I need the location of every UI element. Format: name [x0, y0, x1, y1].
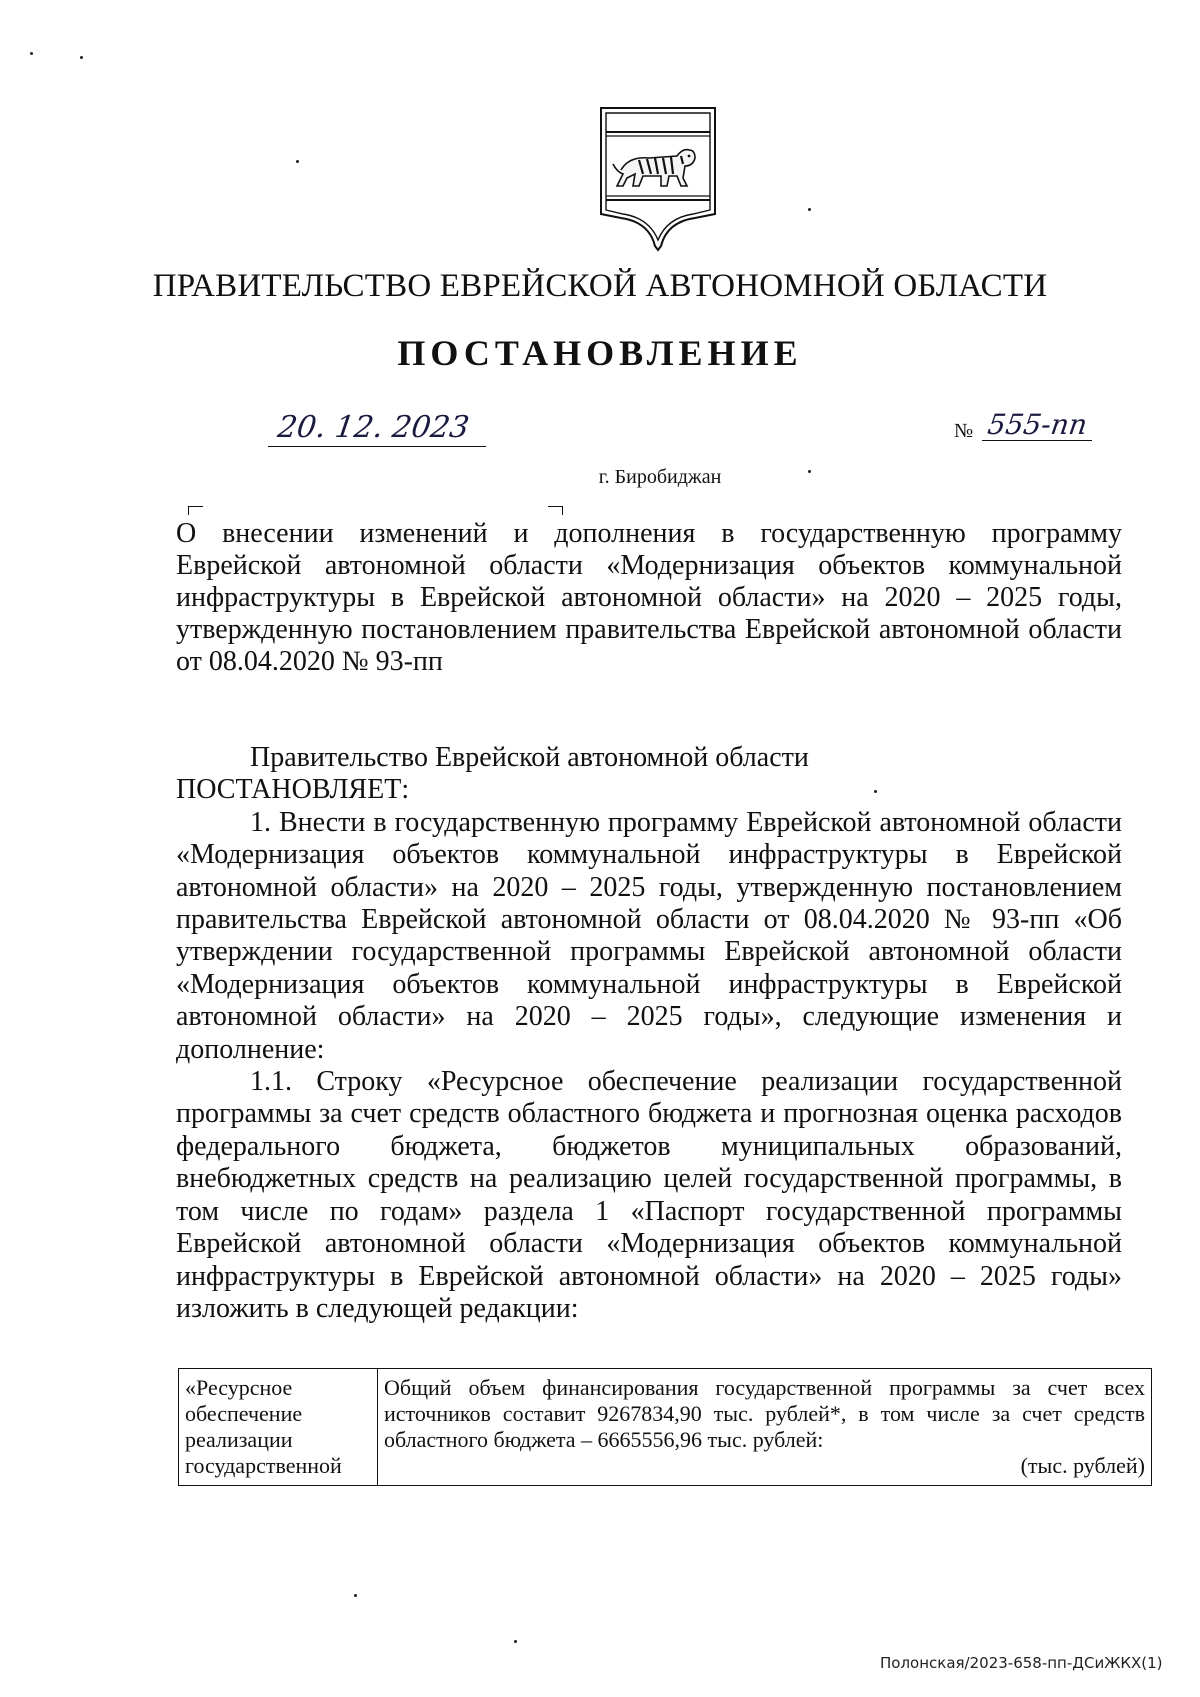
- document-number: 555-пп: [985, 408, 1090, 441]
- subject-corner-left: [188, 506, 203, 515]
- table-row: [179, 1369, 1152, 1486]
- government-title: ПРАВИТЕЛЬСТВО ЕВРЕЙСКОЙ АВТОНОМНОЙ ОБЛАСТИ: [152, 268, 1048, 304]
- unit-label: (тыс. рублей): [1020, 1453, 1145, 1478]
- coat-of-arms-tiger-icon: [599, 106, 717, 252]
- city: г. Биробиджан: [598, 466, 722, 488]
- document-date: 20. 12. 2023: [275, 410, 472, 445]
- scan-speck: [354, 1594, 357, 1597]
- document-type: ПОСТАНОВЛЕНИЕ: [397, 333, 803, 373]
- table-cell-label: «Ресурсное обеспечение реализации государственной: [179, 1369, 378, 1486]
- scan-speck: [514, 1640, 517, 1643]
- scan-speck: [808, 208, 811, 211]
- document-body: [176, 742, 1122, 1325]
- item-1-1: 1.1. Строку «Ресурсное обеспечение реализации государственной программы за счет средств областного бюджета и прогнозная оценка расходов федерального бюджета, бюджетов муниципальных образований, внебюджетных средств на реализацию целей государственной программы, в том числе по годам» раздела 1 «Паспорт государственной программы Еврейской автономной области «Модернизация объектов коммунальной инфраструктуры в Еврейской автономной области» на 2020 – 2025 годы» изложить в следующей редакции:: [176, 1066, 1122, 1324]
- scan-speck: [296, 160, 299, 163]
- financing-table: [178, 1368, 1152, 1486]
- scan-speck: [80, 56, 83, 59]
- item-1: 1. Внести в государственную программу Еврейской автономной области «Модернизация объектов коммунальной инфраструктуры в Еврейской автономной области» на 2020 – 2025 годы, утвержденную постановлением правительства Еврейской автономной области от 08.04.2020 № 93-пп «Об утверждении государственной программы Еврейской автономной области «Модернизация объектов коммунальной инфраструктуры в Еврейской автономной области» на 2020 – 2025 годы», следующие изменения и дополнение:: [176, 806, 1122, 1065]
- subject-corner-right: [548, 506, 563, 515]
- scan-speck: [30, 52, 33, 55]
- financing-text: Общий объем финансирования государственной программы за счет всех источников составит 9267834,90 тыс. рублей*, в том числе за счет средств областного бюджета – 6665556,96 тыс. рублей:: [384, 1375, 1145, 1452]
- footer-reference: Полонская/2023-658-пп-ДСиЖКХ(1): [880, 1654, 1163, 1672]
- intro-line: Правительство Еврейской автономной области: [250, 742, 809, 773]
- document-subject: О внесении изменений и дополнения в государственную программу Еврейской автономной области «Модернизация объектов коммунальной инфраструктуры в Еврейской автономной области» на 2020 – 2025 годы, утвержденную постановлением правительства Еврейской автономной области от 08.04.2020 № 93-пп: [176, 518, 1122, 677]
- number-label: №: [954, 420, 974, 442]
- table-cell-content: [378, 1369, 1152, 1486]
- resolves-line: ПОСТАНОВЛЯЕТ:: [176, 774, 410, 806]
